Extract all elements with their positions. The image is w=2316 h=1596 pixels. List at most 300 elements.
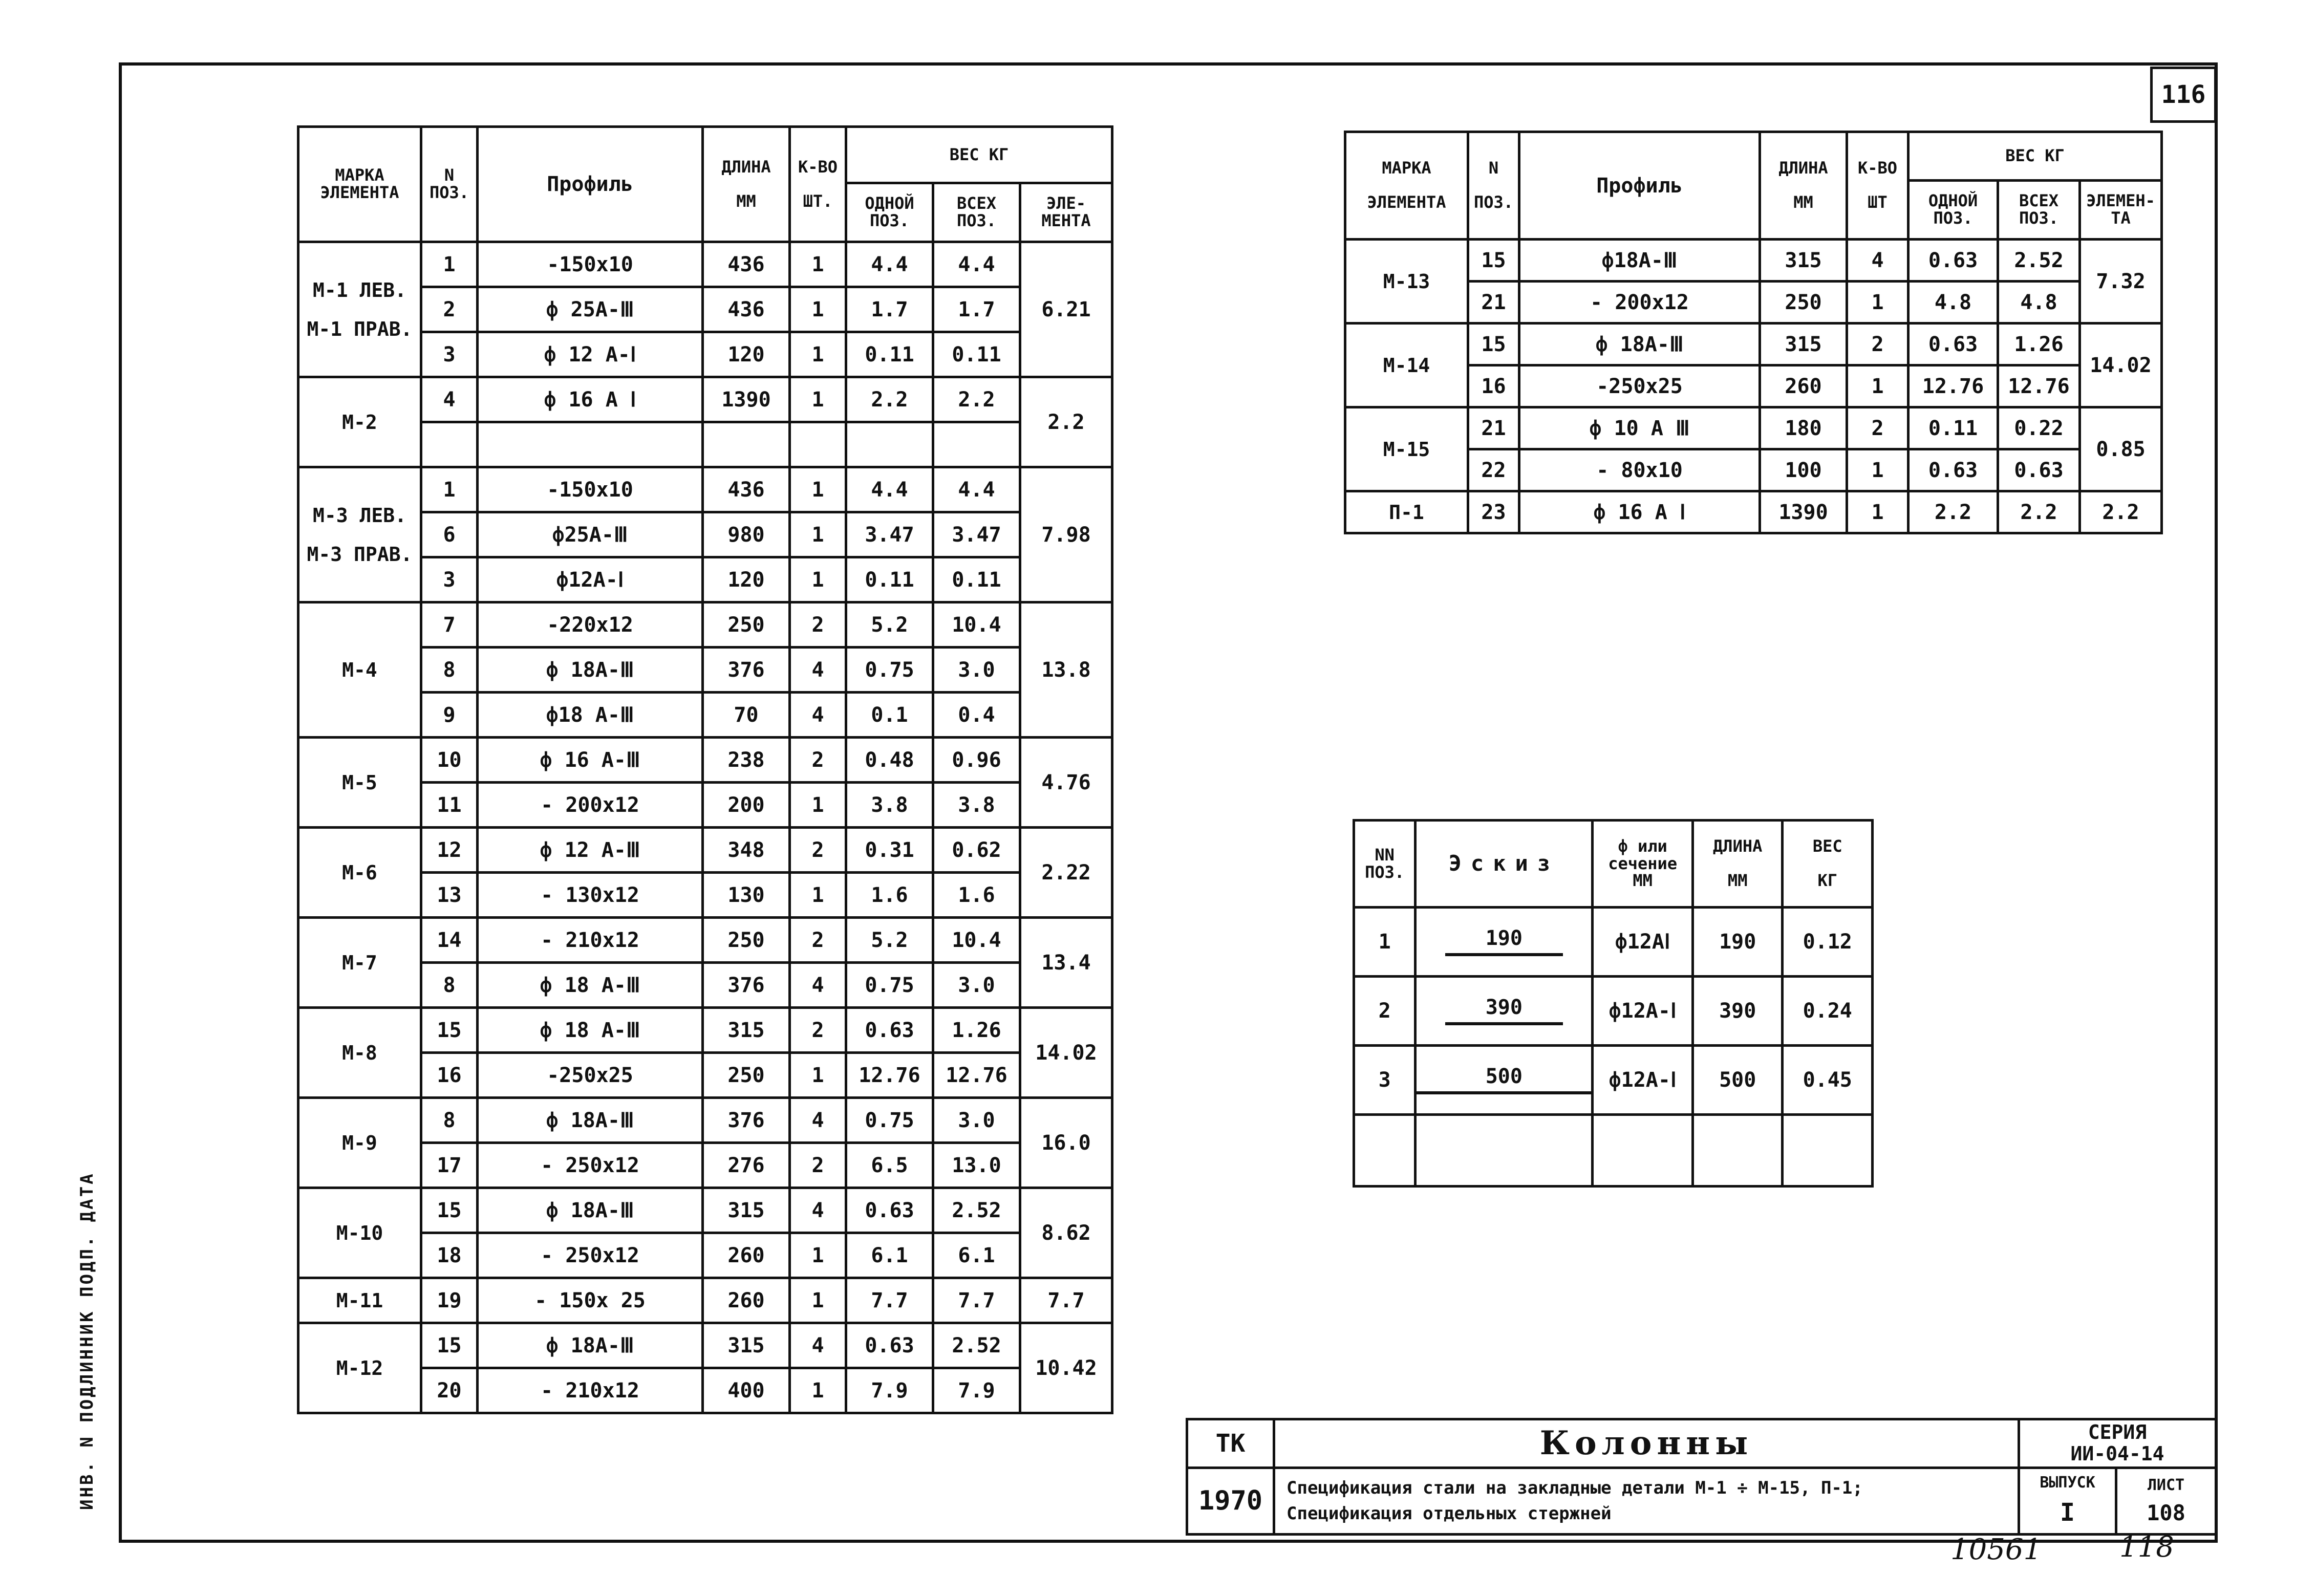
weight-all-cell: 1.26 xyxy=(1998,323,2080,365)
sketch-dimension: 390 xyxy=(1485,996,1522,1019)
weight-all-cell: 0.63 xyxy=(1998,449,2080,491)
table-row xyxy=(1354,908,1873,977)
b-header-section: ф или сечение ММ xyxy=(1593,821,1693,908)
year: 1970 xyxy=(1187,1468,1274,1535)
element-mark: П-1 xyxy=(1345,491,1468,533)
position-cell: 8 xyxy=(421,963,478,1008)
profile-cell xyxy=(478,422,703,467)
profile-cell: - 130х12 xyxy=(478,873,703,918)
weight-one-cell: 5.2 xyxy=(846,602,933,648)
length-cell: 276 xyxy=(703,1143,790,1188)
position-cell: 15 xyxy=(1468,323,1519,365)
position-cell: 11 xyxy=(421,783,478,828)
length-cell: 260 xyxy=(703,1278,790,1323)
quantity-cell: 2 xyxy=(790,918,846,963)
length-cell: 190 xyxy=(1692,908,1783,977)
length-cell: 180 xyxy=(1760,407,1847,449)
weight-one-cell: 3.8 xyxy=(846,783,933,828)
series-value: ИИ-04-14 xyxy=(2070,1442,2164,1465)
position-cell: 2 xyxy=(1354,977,1416,1046)
length-cell xyxy=(703,422,790,467)
length-cell: 260 xyxy=(703,1233,790,1278)
element-weight-cell: 16.0 xyxy=(1020,1098,1112,1188)
quantity-cell: 1 xyxy=(790,467,846,512)
length-cell: 315 xyxy=(703,1008,790,1053)
quantity-cell: 4 xyxy=(1847,240,1908,282)
weight-all-cell: 2.52 xyxy=(933,1188,1020,1233)
length-cell: 315 xyxy=(1760,240,1847,282)
length-cell: 315 xyxy=(1760,323,1847,365)
weight-all-cell: 7.7 xyxy=(933,1278,1020,1323)
quantity-cell: 1 xyxy=(790,377,846,422)
r-header-weight: ВЕС КГ xyxy=(1908,132,2162,181)
element-weight-cell: 13.4 xyxy=(1020,918,1112,1008)
length-cell: 120 xyxy=(703,332,790,377)
position-cell xyxy=(421,422,478,467)
weight-one-cell: 2.2 xyxy=(846,377,933,422)
r-header-pos: N ПОЗ. xyxy=(1468,132,1519,240)
sheet-value: 108 xyxy=(2147,1500,2185,1525)
weight-one-cell xyxy=(846,422,933,467)
element-weight-cell: 8.62 xyxy=(1020,1188,1112,1278)
profile-cell: ф 16 А Ⅰ xyxy=(478,377,703,422)
element-weight-cell: 6.21 xyxy=(1020,242,1112,377)
element-mark: М-3 ЛЕВ. М-3 ПРАВ. xyxy=(298,467,421,602)
element-weight-cell: 14.02 xyxy=(1020,1008,1112,1098)
weight-all-cell: 10.4 xyxy=(933,602,1020,648)
position-cell: 15 xyxy=(421,1188,478,1233)
element-weight-cell: 2.2 xyxy=(1020,377,1112,467)
position-cell: 1 xyxy=(1354,908,1416,977)
profile-cell: ф 18 А-Ⅲ xyxy=(478,1008,703,1053)
weight-cell: 0.24 xyxy=(1783,977,1873,1046)
sketch-cell xyxy=(1416,908,1593,977)
length-cell: 500 xyxy=(1692,1046,1783,1115)
profile-cell: - 150х 25 xyxy=(478,1278,703,1323)
position-cell: 18 xyxy=(421,1233,478,1278)
sheet-label: ЛИСТ xyxy=(2147,1476,2185,1494)
profile-cell: - 250х12 xyxy=(478,1143,703,1188)
sketch-dimension: 190 xyxy=(1485,926,1522,950)
weight-one-cell: 4.4 xyxy=(846,242,933,287)
position-cell: 12 xyxy=(421,828,478,873)
inventory-number: 10561 xyxy=(1950,1533,2042,1566)
section-cell: ф12АⅠ xyxy=(1593,908,1693,977)
weight-all-cell: 3.0 xyxy=(933,1098,1020,1143)
weight-all-cell: 0.4 xyxy=(933,693,1020,738)
element-mark: М-12 xyxy=(298,1323,421,1413)
profile-cell: ф12А-Ⅰ xyxy=(478,557,703,602)
position-cell: 13 xyxy=(421,873,478,918)
profile-cell: - 210х12 xyxy=(478,1368,703,1413)
quantity-cell: 2 xyxy=(790,1143,846,1188)
position-cell: 21 xyxy=(1468,282,1519,323)
element-weight-cell: 2.22 xyxy=(1020,828,1112,918)
length-cell: 436 xyxy=(703,287,790,332)
weight-one-cell: 0.75 xyxy=(846,648,933,693)
length-cell: 400 xyxy=(703,1368,790,1413)
quantity-cell: 1 xyxy=(790,557,846,602)
b-header-weight: ВЕС КГ xyxy=(1783,821,1873,908)
weight-one-cell: 0.11 xyxy=(1908,407,1998,449)
length-cell: 348 xyxy=(703,828,790,873)
profile-cell: - 80х10 xyxy=(1519,449,1760,491)
weight-one-cell: 7.9 xyxy=(846,1368,933,1413)
length-cell: 100 xyxy=(1760,449,1847,491)
quantity-cell: 2 xyxy=(790,828,846,873)
weight-all-cell: 3.47 xyxy=(933,512,1020,557)
table-row xyxy=(1345,449,2162,491)
header-length: ДЛИНА ММ xyxy=(703,127,790,242)
b-header-sketch: Эскиз xyxy=(1416,821,1593,908)
table-row xyxy=(298,918,1112,963)
profile-cell: ф 16 А-Ⅲ xyxy=(478,738,703,783)
quantity-cell: 2 xyxy=(790,738,846,783)
weight-one-cell: 0.63 xyxy=(1908,240,1998,282)
right-spec-table xyxy=(1344,131,2163,534)
header-qty: К-ВО ШТ. xyxy=(790,127,846,242)
length-cell: 70 xyxy=(703,693,790,738)
profile-cell: ф18А-Ⅲ xyxy=(1519,240,1760,282)
position-cell: 1 xyxy=(421,242,478,287)
element-mark: М-13 xyxy=(1345,240,1468,323)
weight-all-cell: 1.26 xyxy=(933,1008,1020,1053)
left-spec-table xyxy=(297,125,1113,1414)
b-header-length: ДЛИНА ММ xyxy=(1692,821,1783,908)
quantity-cell: 1 xyxy=(790,512,846,557)
weight-all-cell: 12.76 xyxy=(1998,365,2080,407)
length-cell: 436 xyxy=(703,242,790,287)
profile-cell: ф 16 А Ⅰ xyxy=(1519,491,1760,533)
header-w-one: ОДНОЙ ПОЗ. xyxy=(846,183,933,242)
weight-one-cell: 5.2 xyxy=(846,918,933,963)
position-cell: 14 xyxy=(421,918,478,963)
table-row xyxy=(298,242,1112,287)
weight-all-cell: 6.1 xyxy=(933,1233,1020,1278)
weight-cell: 0.12 xyxy=(1783,908,1873,977)
frame-right xyxy=(2215,62,2218,1543)
series-cell xyxy=(2019,1419,2216,1468)
doc-title: Колонны xyxy=(1274,1419,2019,1468)
position-cell: 1 xyxy=(421,467,478,512)
margin-text: ИНВ. N ПОДЛИННИК ПОДП. ДАТА xyxy=(77,1172,97,1510)
length-cell: 376 xyxy=(703,648,790,693)
quantity-cell: 1 xyxy=(790,242,846,287)
weight-all-cell: 1.6 xyxy=(933,873,1020,918)
subtitle-line-2: Спецификация отдельных стержней xyxy=(1286,1503,1612,1524)
table-row xyxy=(1345,491,2162,533)
quantity-cell: 4 xyxy=(790,1188,846,1233)
weight-one-cell: 2.2 xyxy=(1908,491,1998,533)
series-label: СЕРИЯ xyxy=(2088,1421,2147,1444)
length-cell: 315 xyxy=(703,1188,790,1233)
position-cell: 8 xyxy=(421,648,478,693)
quantity-cell: 1 xyxy=(790,1368,846,1413)
profile-cell: ф 18А-Ⅲ xyxy=(478,648,703,693)
header-w-all: ВСЕХ ПОЗ. xyxy=(933,183,1020,242)
weight-all-cell: 0.62 xyxy=(933,828,1020,873)
element-mark: М-7 xyxy=(298,918,421,1008)
frame-left xyxy=(119,62,122,1543)
position-cell: 8 xyxy=(421,1098,478,1143)
profile-cell: -220х12 xyxy=(478,602,703,648)
r-header-w-element: ЭЛЕМЕН- ТА xyxy=(2080,181,2162,240)
bar-sketch-line xyxy=(1417,1091,1593,1094)
position-cell: 19 xyxy=(421,1278,478,1323)
profile-cell: -150х10 xyxy=(478,467,703,512)
quantity-cell: 1 xyxy=(790,1053,846,1098)
element-mark: М-2 xyxy=(298,377,421,467)
profile-cell: ф 10 А Ⅲ xyxy=(1519,407,1760,449)
table-row xyxy=(298,1098,1112,1143)
quantity-cell: 1 xyxy=(1847,449,1908,491)
profile-cell: -250х25 xyxy=(478,1053,703,1098)
length-cell: 436 xyxy=(703,467,790,512)
profile-cell: ф25А-Ⅲ xyxy=(478,512,703,557)
weight-all-cell: 13.0 xyxy=(933,1143,1020,1188)
element-mark: М-10 xyxy=(298,1188,421,1278)
quantity-cell: 2 xyxy=(1847,323,1908,365)
profile-cell: - 250х12 xyxy=(478,1233,703,1278)
length-cell: 390 xyxy=(1692,977,1783,1046)
profile-cell: ф 18А-Ⅲ xyxy=(478,1188,703,1233)
table-row xyxy=(298,1323,1112,1368)
weight-one-cell: 0.75 xyxy=(846,1098,933,1143)
table-row xyxy=(298,1188,1112,1233)
weight-one-cell: 0.63 xyxy=(846,1008,933,1053)
length-cell: 130 xyxy=(703,873,790,918)
sketch-cell xyxy=(1416,977,1593,1046)
length-cell: 260 xyxy=(1760,365,1847,407)
header-w-element: ЭЛЕ- МЕНТА xyxy=(1020,183,1112,242)
length-cell: 238 xyxy=(703,738,790,783)
weight-cell xyxy=(1783,1115,1873,1187)
element-weight-cell: 7.98 xyxy=(1020,467,1112,602)
quantity-cell: 1 xyxy=(790,1278,846,1323)
profile-cell: ф 18 А-Ⅲ xyxy=(478,963,703,1008)
table-row xyxy=(1345,365,2162,407)
position-cell: 16 xyxy=(1468,365,1519,407)
profile-cell: - 210х12 xyxy=(478,918,703,963)
weight-cell: 0.45 xyxy=(1783,1046,1873,1115)
weight-one-cell: 0.63 xyxy=(1908,449,1998,491)
length-cell: 200 xyxy=(703,783,790,828)
header-pos: N ПОЗ. xyxy=(421,127,478,242)
element-weight-cell: 7.7 xyxy=(1020,1278,1112,1323)
table-row xyxy=(298,602,1112,648)
position-cell: 7 xyxy=(421,602,478,648)
r-header-w-one: ОДНОЙ ПОЗ. xyxy=(1908,181,1998,240)
quantity-cell: 4 xyxy=(790,648,846,693)
sketch-cell xyxy=(1416,1046,1593,1115)
length-cell: 1390 xyxy=(1760,491,1847,533)
r-header-mark: МАРКА ЭЛЕМЕНТА xyxy=(1345,132,1468,240)
weight-all-cell: 3.0 xyxy=(933,963,1020,1008)
table-row xyxy=(298,738,1112,783)
weight-all-cell: 2.52 xyxy=(933,1323,1020,1368)
quantity-cell: 4 xyxy=(790,1323,846,1368)
length-cell: 1390 xyxy=(703,377,790,422)
element-weight-cell: 7.32 xyxy=(2080,240,2162,323)
weight-all-cell: 3.8 xyxy=(933,783,1020,828)
quantity-cell: 1 xyxy=(790,332,846,377)
position-cell: 10 xyxy=(421,738,478,783)
frame-top xyxy=(119,62,2218,66)
weight-all-cell: 10.4 xyxy=(933,918,1020,963)
weight-all-cell: 0.96 xyxy=(933,738,1020,783)
section-cell: ф12А-Ⅰ xyxy=(1593,977,1693,1046)
weight-all-cell: 7.9 xyxy=(933,1368,1020,1413)
weight-one-cell: 0.63 xyxy=(1908,323,1998,365)
element-weight-cell: 14.02 xyxy=(2080,323,2162,407)
position-cell: 16 xyxy=(421,1053,478,1098)
element-weight-cell: 10.42 xyxy=(1020,1323,1112,1413)
bars-spec-table xyxy=(1353,819,1874,1188)
element-mark: М-1 ЛЕВ. М-1 ПРАВ. xyxy=(298,242,421,377)
header-profile: Профиль xyxy=(478,127,703,242)
weight-one-cell: 0.63 xyxy=(846,1188,933,1233)
subtitle-line-1: Спецификация стали на закладные детали М-1 ÷ М-15, П-1; xyxy=(1286,1478,1863,1499)
length-cell: 250 xyxy=(703,918,790,963)
b-header-pos: NN ПОЗ. xyxy=(1354,821,1416,908)
table-row xyxy=(1354,1046,1873,1115)
weight-all-cell xyxy=(933,422,1020,467)
element-mark: М-6 xyxy=(298,828,421,918)
quantity-cell: 1 xyxy=(790,783,846,828)
title-block xyxy=(1186,1418,2217,1536)
element-mark: М-4 xyxy=(298,602,421,738)
position-cell: 15 xyxy=(1468,240,1519,282)
weight-one-cell: 0.48 xyxy=(846,738,933,783)
sketch-cell xyxy=(1416,1115,1593,1187)
element-mark: М-9 xyxy=(298,1098,421,1188)
weight-one-cell: 1.6 xyxy=(846,873,933,918)
length-cell: 315 xyxy=(703,1323,790,1368)
weight-one-cell: 6.1 xyxy=(846,1233,933,1278)
quantity-cell: 1 xyxy=(790,873,846,918)
position-cell: 20 xyxy=(421,1368,478,1413)
weight-all-cell: 4.4 xyxy=(933,467,1020,512)
weight-all-cell: 2.2 xyxy=(933,377,1020,422)
length-cell xyxy=(1692,1115,1783,1187)
profile-cell: ф 18А-Ⅲ xyxy=(1519,323,1760,365)
weight-all-cell: 2.52 xyxy=(1998,240,2080,282)
weight-all-cell: 2.2 xyxy=(1998,491,2080,533)
length-cell: 376 xyxy=(703,963,790,1008)
sheet-number: 116 xyxy=(2150,67,2217,123)
weight-one-cell: 0.75 xyxy=(846,963,933,1008)
section-cell: ф12А-Ⅰ xyxy=(1593,1046,1693,1115)
table-row xyxy=(1354,977,1873,1046)
quantity-cell: 1 xyxy=(1847,282,1908,323)
weight-all-cell: 4.8 xyxy=(1998,282,2080,323)
sheet-cell xyxy=(2116,1468,2216,1535)
profile-cell: - 200х12 xyxy=(1519,282,1760,323)
section-cell xyxy=(1593,1115,1693,1187)
r-header-profile: Профиль xyxy=(1519,132,1760,240)
position-cell: 15 xyxy=(421,1008,478,1053)
profile-cell: ф 12 А-Ⅲ xyxy=(478,828,703,873)
weight-one-cell: 0.1 xyxy=(846,693,933,738)
table-row xyxy=(298,1278,1112,1323)
element-mark: М-15 xyxy=(1345,407,1468,491)
weight-all-cell: 0.22 xyxy=(1998,407,2080,449)
weight-one-cell: 0.11 xyxy=(846,332,933,377)
table-row xyxy=(298,377,1112,422)
length-cell: 120 xyxy=(703,557,790,602)
length-cell: 980 xyxy=(703,512,790,557)
position-cell: 21 xyxy=(1468,407,1519,449)
length-cell: 250 xyxy=(703,1053,790,1098)
length-cell: 376 xyxy=(703,1098,790,1143)
weight-one-cell: 12.76 xyxy=(1908,365,1998,407)
position-cell: 3 xyxy=(421,332,478,377)
quantity-cell: 2 xyxy=(1847,407,1908,449)
profile-cell: ф 12 А-Ⅰ xyxy=(478,332,703,377)
length-cell: 250 xyxy=(703,602,790,648)
position-cell: 3 xyxy=(421,557,478,602)
table-row xyxy=(1345,282,2162,323)
quantity-cell: 1 xyxy=(790,1233,846,1278)
r-header-w-all: ВСЕХ ПОЗ. xyxy=(1998,181,2080,240)
quantity-cell: 4 xyxy=(790,693,846,738)
element-weight-cell: 2.2 xyxy=(2080,491,2162,533)
table-row xyxy=(298,828,1112,873)
table-row xyxy=(1345,240,2162,282)
position-cell: 15 xyxy=(421,1323,478,1368)
profile-cell: ф 18А-Ⅲ xyxy=(478,1323,703,1368)
frame-bottom xyxy=(119,1540,2218,1543)
element-weight-cell: 13.8 xyxy=(1020,602,1112,738)
quantity-cell: 1 xyxy=(1847,491,1908,533)
quantity-cell xyxy=(790,422,846,467)
table-row xyxy=(1345,407,2162,449)
weight-one-cell: 0.11 xyxy=(846,557,933,602)
profile-cell: ф18 А-Ⅲ xyxy=(478,693,703,738)
weight-one-cell: 3.47 xyxy=(846,512,933,557)
doc-subtitle xyxy=(1274,1468,2019,1535)
weight-one-cell: 1.7 xyxy=(846,287,933,332)
quantity-cell: 2 xyxy=(790,1008,846,1053)
weight-one-cell: 7.7 xyxy=(846,1278,933,1323)
quantity-cell: 4 xyxy=(790,1098,846,1143)
profile-cell: -150х10 xyxy=(478,242,703,287)
page-number: 118 xyxy=(2119,1530,2174,1564)
profile-cell: ф 18А-Ⅲ xyxy=(478,1098,703,1143)
quantity-cell: 4 xyxy=(790,963,846,1008)
weight-all-cell: 1.7 xyxy=(933,287,1020,332)
issue-label: ВЫПУСК xyxy=(2040,1474,2095,1492)
element-mark: М-5 xyxy=(298,738,421,828)
weight-all-cell: 12.76 xyxy=(933,1053,1020,1098)
bar-sketch-line xyxy=(1445,953,1563,956)
r-header-qty: К-ВО ШТ xyxy=(1847,132,1908,240)
weight-all-cell: 4.4 xyxy=(933,242,1020,287)
profile-cell: - 200х12 xyxy=(478,783,703,828)
sketch-dimension: 500 xyxy=(1485,1065,1522,1088)
weight-one-cell: 6.5 xyxy=(846,1143,933,1188)
weight-one-cell: 4.8 xyxy=(1908,282,1998,323)
quantity-cell: 1 xyxy=(1847,365,1908,407)
profile-cell: ф 25А-Ⅲ xyxy=(478,287,703,332)
r-header-length: ДЛИНА ММ xyxy=(1760,132,1847,240)
quantity-cell: 1 xyxy=(790,287,846,332)
issue-cell xyxy=(2019,1468,2116,1535)
weight-all-cell: 3.0 xyxy=(933,648,1020,693)
element-mark: М-8 xyxy=(298,1008,421,1098)
org-code: ТК xyxy=(1187,1419,1274,1468)
length-cell: 250 xyxy=(1760,282,1847,323)
